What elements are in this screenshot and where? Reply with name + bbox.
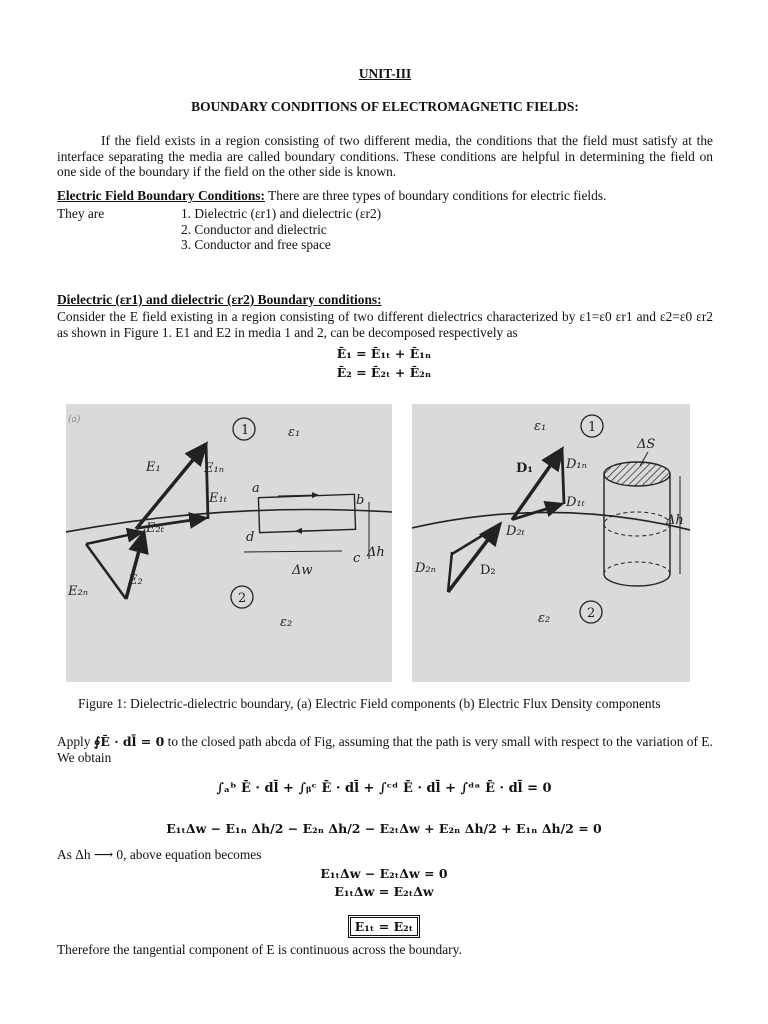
label-eps2: ε₂ <box>538 611 551 626</box>
label-2: 2 <box>238 591 247 606</box>
equation-r1: E₁ₜΔw − E₂ₜΔw = 0 <box>320 866 448 881</box>
page-title: BOUNDARY CONDITIONS OF ELECTROMAGNETIC FIELDS: <box>191 99 579 114</box>
figure-a <box>66 404 392 682</box>
as-text: As Δh ⟶ 0, above equation becomes <box>57 847 262 862</box>
label-1: 1 <box>241 423 250 438</box>
boxed-equation: E₁ₜ = E₂ₜ <box>350 917 418 936</box>
path-abcd <box>258 494 355 532</box>
label-e1: E₁ <box>146 460 161 475</box>
equation-e1: Ē₁ = Ē₁ₜ + Ē₁ₙ <box>336 346 432 361</box>
label-d2n: D₂ₙ <box>415 561 436 576</box>
label-eps2: ε₂ <box>280 615 293 630</box>
label-e1t: E₁ₜ <box>209 491 227 506</box>
label-eps1: ε₁ <box>534 419 547 434</box>
efbc-text: There are three types of boundary conditions for electric fields. <box>264 188 607 203</box>
apply-pre: Apply <box>57 734 94 749</box>
e2-vector <box>126 532 144 599</box>
label-e1n: E₁ₙ <box>204 461 224 476</box>
label-c: c <box>353 551 361 566</box>
dd-paragraph: Consider the E field existing in a region consisting of two different dielectrics characterized by ε1=ε0 εr1 and ε2=ε0 εr2 as shown in Figure 1. E1 and E2 in media 1 and 2, can be decomposed respectively as <box>57 309 713 340</box>
label-e2n: E₂ₙ <box>68 584 88 599</box>
figure-tag: (a) <box>68 415 81 425</box>
boxed-result <box>0 917 768 936</box>
d1-vector <box>512 449 562 520</box>
intro-paragraph: If the field exists in a region consisting of two different media, the conditions that the field must satisfy at the interface separating the media are called boundary conditions. These conditions are helpful in determining the field on one side of the boundary if the field on the other side is known. <box>57 133 713 179</box>
label-a: a <box>252 481 260 496</box>
boundary-line <box>412 512 690 530</box>
e2t-vector <box>86 532 142 544</box>
d2-vector <box>448 524 500 592</box>
dd-heading: Dielectric (εr1) and dielectric (εr2) Boundary conditions: <box>57 292 382 307</box>
equation-e2: Ē₂ = Ē₂ₜ + Ē₂ₙ <box>336 365 432 380</box>
list-item: 3. Conductor and free space <box>181 237 331 252</box>
label-d1t: D₁ₜ <box>566 495 585 510</box>
efbc-list <box>181 206 581 253</box>
conclusion: Therefore the tangential component of E is continuous across the boundary. <box>57 942 462 957</box>
equation-integral: ∫ₐᵇ Ē · dl̄ + ∫ᵦᶜ Ē · dl̄ + ∫ᶜᵈ Ē · dl̄ + ∫ᵈᵃ Ē · dl̄ = 0 <box>216 781 552 796</box>
label-dw: Δw <box>292 563 313 578</box>
apply-paragraph <box>57 734 713 765</box>
e2n-vector <box>86 544 126 599</box>
equation-expanded: E₁ₜΔw − E₁ₙ Δh/2 − E₂ₙ Δh/2 − E₂ₜΔw + E₂ₙ Δh/2 + E₁ₙ Δh/2 = 0 <box>166 821 602 836</box>
label-2: 2 <box>587 606 596 621</box>
label-b: b <box>356 493 365 508</box>
d1n-vector <box>562 449 564 504</box>
efbc-heading: Electric Field Boundary Conditions: <box>57 188 265 203</box>
list-item: 1. Dielectric (εr1) and dielectric (εr2) <box>181 206 382 221</box>
label-e2t: E₂ₜ <box>146 521 164 536</box>
boundary-line <box>66 510 392 533</box>
label-e2: E₂ <box>128 573 143 588</box>
label-d2t: D₂ₜ <box>506 524 525 539</box>
label-d: d <box>246 530 255 545</box>
d2t-vector <box>452 526 498 554</box>
label-d1: D₁ <box>516 461 533 476</box>
apply-equation: ∮Ē · dl̄ = 0 <box>93 734 165 749</box>
label-ds: ΔS <box>637 437 656 452</box>
label-d2: D₂ <box>480 563 496 578</box>
label-dh: Δh <box>666 513 684 528</box>
label-d1n: D₁ₙ <box>566 457 587 472</box>
figure-b <box>412 404 690 682</box>
list-item: 2. Conductor and dielectric <box>181 221 327 237</box>
equation-r2: E₁ₜΔw = E₂ₜΔw <box>334 884 434 899</box>
e1n-vector <box>206 444 208 519</box>
label-eps1: ε₁ <box>288 425 301 440</box>
efbc-line <box>57 188 713 204</box>
figure-caption: Figure 1: Dielectric-dielectric boundary, (a) Electric Field components (b) Electric Flux Density components <box>78 696 661 711</box>
label-dh: Δh <box>367 545 385 560</box>
label-1: 1 <box>588 420 597 435</box>
unit-heading: UNIT-III <box>358 66 412 81</box>
dw-arrow <box>244 551 342 552</box>
apply-post: to the closed path abcda of Fig, assuming that the path is very small with respect to the variation of E. We obtain <box>57 734 713 765</box>
they-are-label: They are <box>57 206 105 221</box>
